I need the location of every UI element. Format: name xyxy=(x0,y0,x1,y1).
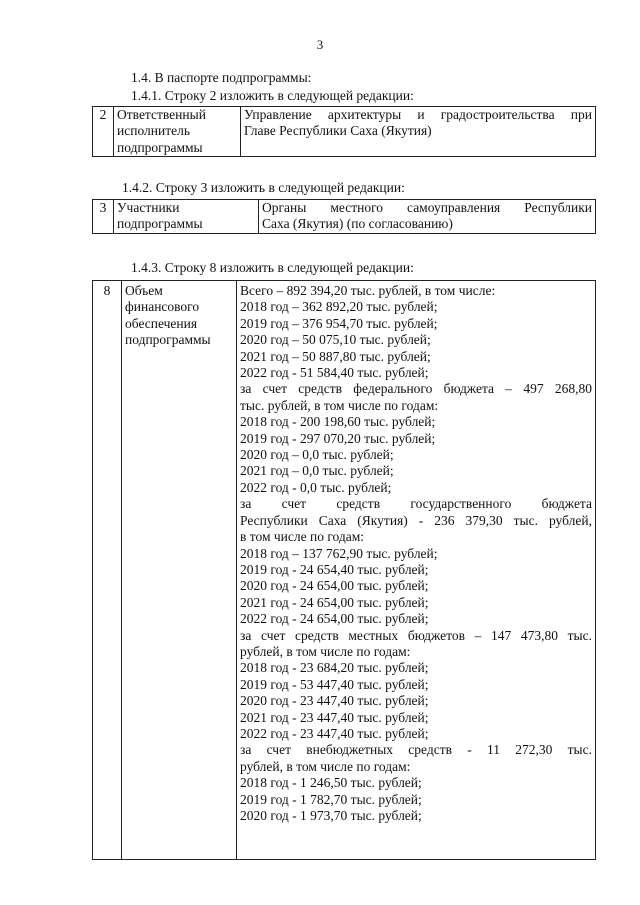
row-number: 2 xyxy=(93,107,114,157)
row-label xyxy=(114,107,241,157)
value-line: 2020 год – 50 075,10 тыс. рублей; xyxy=(240,332,431,348)
table-row-2 xyxy=(92,106,596,157)
label-line: подпрограммы xyxy=(117,216,203,232)
value-line: 2020 год - 24 654,00 тыс. рублей; xyxy=(240,578,429,594)
label-line: подпрограммы xyxy=(125,332,211,348)
value-line: Главе Республики Саха (Якутия) xyxy=(244,123,432,139)
value-line: 2020 год – 0,0 тыс. рублей; xyxy=(240,447,394,463)
label-line: обеспечения xyxy=(125,315,198,331)
value-line: 2019 год - 297 070,20 тыс. рублей; xyxy=(240,430,436,446)
section-heading-1-4: 1.4. В паспорте подпрограммы: xyxy=(131,70,312,85)
value-line: за счет средств местных бюджетов – 147 473,80 тыс. xyxy=(240,627,592,643)
page-number: 3 xyxy=(316,37,324,52)
value-line: рублей, в том числе по годам: xyxy=(240,643,411,659)
label-line: Ответственный xyxy=(117,107,206,122)
value-line: 2019 год - 1 782,70 тыс. рублей; xyxy=(240,791,422,807)
value-line: рублей, в том числе по годам: xyxy=(240,758,411,774)
value-line: 2021 год – 0,0 тыс. рублей; xyxy=(240,463,394,479)
row-label xyxy=(122,281,237,860)
value-line: 2021 год – 50 887,80 тыс. рублей; xyxy=(240,348,431,364)
heading-row-8: 1.4.3. Строку 8 изложить в следующей редакции: xyxy=(131,260,414,275)
label-line: подпрограммы xyxy=(117,139,203,155)
table-row xyxy=(93,107,596,157)
value-line: 2019 год – 376 954,70 тыс. рублей; xyxy=(240,315,438,331)
value-line: 2019 год - 24 654,40 тыс. рублей; xyxy=(240,561,429,577)
table-row xyxy=(93,200,596,234)
label-line: финансового xyxy=(125,299,200,315)
value-line: 2022 год - 23 447,40 тыс. рублей; xyxy=(240,725,429,741)
value-line: 2022 год - 51 584,40 тыс. рублей; xyxy=(240,365,429,381)
label-line: исполнитель xyxy=(117,123,190,139)
row-number: 8 xyxy=(93,281,122,860)
value-line: 2020 год - 23 447,40 тыс. рублей; xyxy=(240,693,429,709)
value-line: 2019 год - 53 447,40 тыс. рублей; xyxy=(240,676,429,692)
table-row-3 xyxy=(92,199,596,234)
label-line: Участники xyxy=(117,200,180,215)
value-line: Саха (Якутия) (по согласованию) xyxy=(262,216,453,232)
value-line: за счет средств федерального бюджета – 497 268,80 xyxy=(240,381,592,397)
value-line: 2018 год – 137 762,90 тыс. рублей; xyxy=(240,545,438,561)
row-number: 3 xyxy=(93,200,114,234)
value-line: 2022 год - 24 654,00 тыс. рублей; xyxy=(240,611,429,627)
value-line: 2021 год - 24 654,00 тыс. рублей; xyxy=(240,594,429,610)
row-value xyxy=(237,281,596,860)
value-line: 2018 год - 1 246,50 тыс. рублей; xyxy=(240,775,422,791)
heading-row-2: 1.4.1. Строку 2 изложить в следующей редакции: xyxy=(131,88,414,103)
value-line: в том числе по годам: xyxy=(240,529,365,545)
label-line: Объем xyxy=(125,283,163,298)
value-line: за счет внебюджетных средств - 11 272,30 тыс. xyxy=(240,742,592,758)
value-line: 2020 год - 1 973,70 тыс. рублей; xyxy=(240,808,422,823)
value-line: 2018 год - 200 198,60 тыс. рублей; xyxy=(240,414,436,430)
value-line: 2021 год - 23 447,40 тыс. рублей; xyxy=(240,709,429,725)
value-line: Управление архитектуры и градостроительства при xyxy=(244,107,592,122)
table-row xyxy=(93,281,596,860)
value-line: 2022 год - 0,0 тыс. рублей; xyxy=(240,479,392,495)
value-line: Органы местного самоуправления Республики xyxy=(262,200,592,215)
value-line: тыс. рублей, в том числе по годам: xyxy=(240,397,439,413)
row-value xyxy=(241,107,596,157)
value-line: 2018 год - 23 684,20 тыс. рублей; xyxy=(240,660,429,676)
heading-row-3: 1.4.2. Строку 3 изложить в следующей редакции: xyxy=(122,180,405,195)
value-line: за счет средств государственного бюджета xyxy=(240,496,592,512)
row-value xyxy=(259,200,596,234)
value-line: 2018 год – 362 892,20 тыс. рублей; xyxy=(240,299,438,315)
value-line: Всего – 892 394,20 тыс. рублей, в том числе: xyxy=(240,283,496,298)
row-label xyxy=(114,200,259,234)
value-line: Республики Саха (Якутия) - 236 379,30 тыс. рублей, xyxy=(240,512,592,528)
table-row-8 xyxy=(92,280,596,860)
